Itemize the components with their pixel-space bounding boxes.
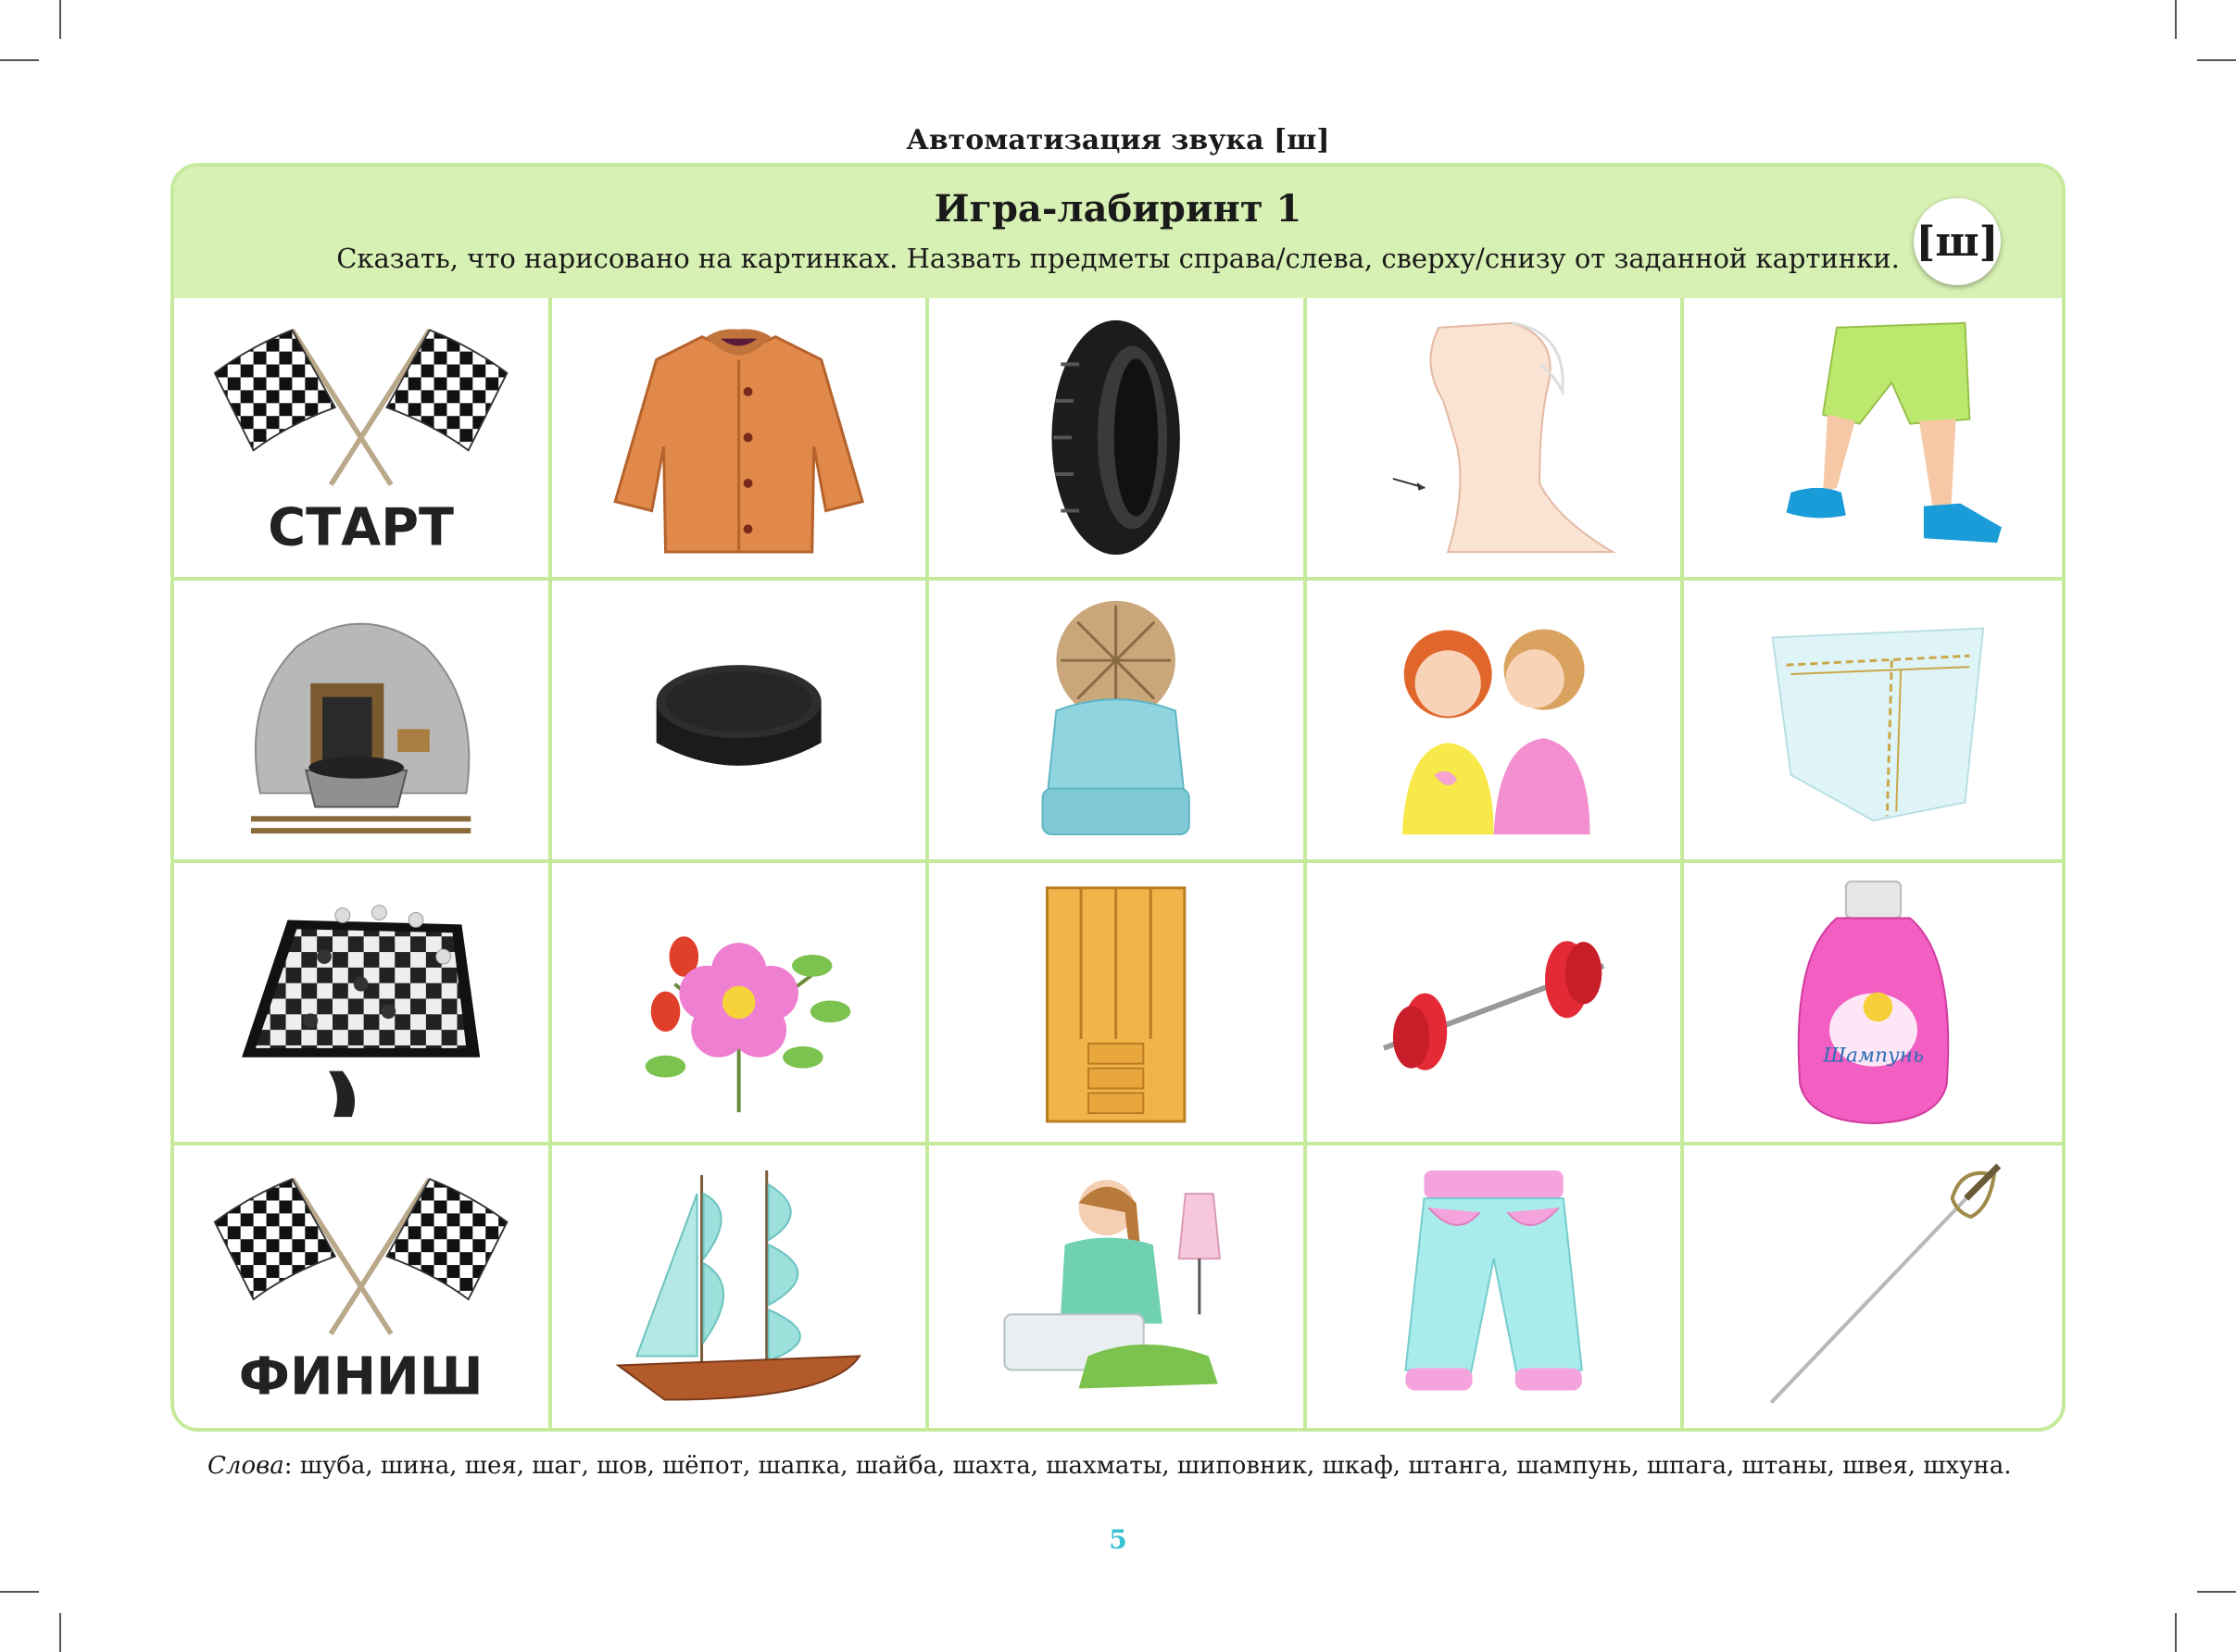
cell-mine[interactable]: [174, 581, 552, 863]
game-title: Игра-лабиринт 1: [934, 187, 1302, 231]
cell-step[interactable]: [1684, 298, 2062, 581]
sound-badge: [ш]: [1914, 198, 2001, 285]
instruction-text: Сказать, что нарисовано на картинках. Назвать предметы справа/слева, сверху/снизу от заданной картинки.: [336, 243, 1900, 274]
checkered-flags-icon: [189, 309, 533, 566]
cell-tire[interactable]: [929, 298, 1307, 581]
checkered-flags-icon: [189, 1157, 533, 1417]
cell-finish[interactable]: [174, 1145, 552, 1428]
cell-wardrobe[interactable]: [929, 863, 1307, 1145]
knit-hat-icon: [944, 592, 1288, 848]
mine-icon: [189, 592, 533, 848]
start-label: СТАРТ: [268, 497, 455, 558]
shampoo-bottle-icon: [1700, 874, 2047, 1131]
crop-mark: [59, 0, 61, 39]
words-list: [207, 1452, 2012, 1480]
cell-barbell[interactable]: [1307, 863, 1685, 1145]
cell-hat[interactable]: [929, 581, 1307, 863]
crop-mark: [0, 1591, 39, 1593]
finish-label: ФИНИШ: [238, 1346, 484, 1408]
section-title: Автоматизация звука [ш]: [906, 124, 1330, 156]
pants-icon: [1322, 1157, 1665, 1417]
shampoo-label: Шампунь: [1822, 1044, 1924, 1068]
crop-mark: [59, 1613, 61, 1652]
cell-schooner[interactable]: [552, 1145, 930, 1428]
crop-mark: [2197, 1591, 2236, 1593]
page-number: 5: [1109, 1524, 1127, 1555]
cell-shampoo[interactable]: [1684, 863, 2062, 1145]
cell-pants[interactable]: [1307, 1145, 1685, 1428]
seamstress-icon: [944, 1157, 1288, 1417]
cell-neck[interactable]: [1307, 298, 1685, 581]
cell-rosehip[interactable]: [552, 863, 930, 1145]
wardrobe-icon: [944, 874, 1288, 1131]
crop-mark: [0, 59, 39, 61]
cell-seamstress[interactable]: [929, 1145, 1307, 1428]
cell-start[interactable]: [174, 298, 552, 581]
chess-board-icon: [189, 874, 533, 1131]
tire-icon: [944, 309, 1288, 566]
fur-coat-icon: [567, 309, 911, 566]
whispering-girls-icon: [1322, 592, 1665, 848]
crop-mark: [2175, 1613, 2177, 1652]
sailing-ship-icon: [567, 1157, 911, 1417]
crop-mark: [2197, 59, 2236, 61]
game-panel: [170, 163, 2066, 1432]
fabric-seam-icon: [1700, 592, 2047, 848]
hockey-puck-icon: [567, 592, 911, 848]
crop-mark: [2175, 0, 2177, 39]
panel-header: [174, 167, 2062, 298]
cell-puck[interactable]: [552, 581, 930, 863]
words-text: : шуба, шина, шея, шаг, шов, шёпот, шапка, шайба, шахта, шахматы, шиповник, шкаф, штанга, шампунь, шпага, штаны, швея, шхуна.: [283, 1452, 2012, 1480]
rosehip-flower-icon: [567, 874, 911, 1131]
cell-seam[interactable]: [1684, 581, 2062, 863]
words-label: Слова: [207, 1452, 284, 1480]
barbell-icon: [1322, 874, 1665, 1131]
rapier-sword-icon: [1700, 1157, 2047, 1417]
walking-legs-icon: [1700, 309, 2047, 566]
cell-rapier[interactable]: [1684, 1145, 2062, 1428]
cell-chess[interactable]: [174, 863, 552, 1145]
cell-fur-coat[interactable]: [552, 298, 930, 581]
maze-grid: [174, 298, 2062, 1428]
cell-whisper[interactable]: [1307, 581, 1685, 863]
neck-icon: [1322, 309, 1665, 566]
